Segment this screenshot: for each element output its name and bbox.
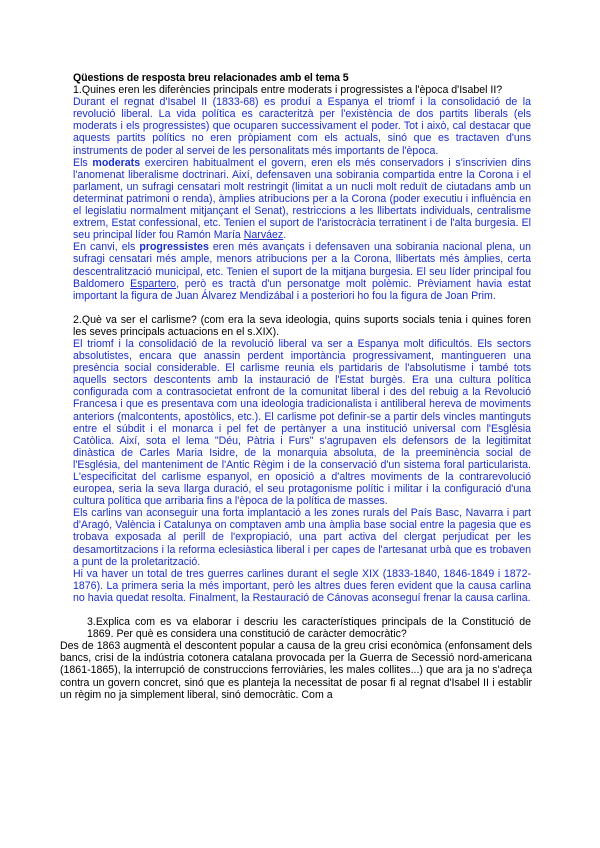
- answer-1-paragraph-1: Durant el regnat d'Isabel II (1833-68) es produí a Espanya el triomf i la consolidació de la revolució liberal. La vida política es caracteritzà per l'existència de dos partits liberals (els moderats i els progressistes) que ocuparen successivament el poder. Tot i això, cal destacar que aquests partits polítics no eren pròpiament com els actuals, sinó que es tractaven d'uns instruments de poder al servei de les personalitats més importants de l'època.: [73, 96, 531, 157]
- text-run: .: [283, 229, 287, 242]
- text-run: , però es tractà d'un personatge molt polèmic. Prèviament havia estat important la figura de Juan Álvarez Mendizábal i a posteriori ho fou la figura de Joan Prim.: [73, 277, 531, 302]
- text-run: Els: [73, 156, 93, 169]
- question-3: 3.Explica com es va elaborar i descriu les característiques principals de la Constitució de 1869. Per què es considera una constitució de caràcter democràtic?: [87, 616, 531, 641]
- link-espartero[interactable]: Espartero: [130, 277, 177, 290]
- answer-2-paragraph-1: El triomf i la consolidació de la revolució liberal va ser a Espanya molt dificultós. Els sectors absolutistes, encara que anassin perdent importància progressivament, mantingueren una presència social considerable. El carlisme reunia els partidaris de l'absolutisme i també tots aquells sectors descontents amb la instauració de l'Estat burgès. Era una cultura política configurada com a contrasocietat enfront de la comunitat liberal i des del rebuig a la Revolució Francesa i que es presentava com una ideologia tradicionalista i antiliberal hereva de moviments anteriors (malcontents, apostòlics, etc.). El carlisme pot definir-se a partir dels vincles mantinguts entre el súbdit i el monarca i pel fet de pertànyer a una institució universal com l'Església Catòlica. Així, sota el lema "Déu, Pàtria i Furs" s'agrupaven els defensors de la legitimitat dinàstica de Carles Maria Isidre, de la monarquia absoluta, de la preeminència social de l'Església, del manteniment de l'Antic Règim i de la conservació d'un sistema foral particularista. L'especificitat del carlisme espanyol, en oposició a d'altres moviments de la contrarevolució europea, seria la seva llarga duració, el seu protagonisme polític i militar i la configuració d'una cultura política que arribaria fins a l'època de la política de masses.: [73, 337, 531, 508]
- term-moderats: moderats: [92, 156, 141, 169]
- spacer: [73, 604, 531, 616]
- answer-1-paragraph-2: [73, 157, 531, 242]
- answer-3-paragraph-1: Des de 1863 augmentà el descontent popular a causa de la greu crisi econòmica (enfonsament dels bancs, crisi de la indústria cotonera catalana provocada per la Guerra de Secessió nord-americana (1861-1865), la interrupció de construccions ferroviàries, les males collites...) que ara ja no s'adreça contra un govern concret, sinó que es planteja la necessitat de posar fi al regnat d'Isabel II i establir un règim no ja simplement liberal, sinó democràtic. Com a: [60, 640, 532, 701]
- document-title: Qüestions de resposta breu relacionades amb el tema 5: [73, 72, 349, 84]
- text-run: exerciren habitualment el govern, eren els més conservadors i s'inscrivien dins l'anomenat liberalisme doctrinari. Així, defensaven una sobirania compartida entre la Corona i el parlament, un sufragi censatari molt restringit (limitat a un nucli molt reduït de ciutadans amb un determinat patrimoni o renda), àmplies atribucions per a la Corona (poder executiu i influència en el legislatiu normalment mitjançant el Senat), restriccions a les llibertats individuals, centralisme extrem, Estat confessional, etc. Tenien el suport de l'aristocràcia terratinent i de l'alta burgesia. El seu principal líder fou Ramón María: [73, 156, 531, 242]
- document-body: [60, 72, 532, 701]
- text-run: En canvi, els: [73, 241, 140, 254]
- answer-1-paragraph-3: [73, 241, 531, 301]
- answer-2-paragraph-3: Hi va haver un total de tres guerres carlines durant el segle XIX (1833-1840, 1846-1849 i 1872-1876). La primera seria la més important, però les altres dues feren evident que la causa carlina no havia quedat resolta. Finalment, la Restauració de Cánovas aconseguí frenar la causa carlina.: [73, 567, 531, 604]
- question-1: 1.Quines eren les diferències principals entre moderats i progressistes a l'època d'Isabel II?: [73, 84, 503, 97]
- term-progressistes: progressistes: [139, 241, 209, 254]
- question-2: 2.Què va ser el carlisme? (com era la seva ideologia, quins suports socials tenia i quines foren les seves principals actuacions en el s.XIX).: [73, 313, 531, 338]
- spacer: [73, 302, 531, 314]
- answer-2-paragraph-2: Els carlins van aconseguir una forta implantació a les zones rurals del País Basc, Navarra i part d'Aragó, València i Catalunya on comptaven amb una àmplia base social entre la pagesia que es trobava exposada al perill de l'expropiació, una part activa del clergat perjudicat per les desamortitzacions i la reforma eclesiàstica liberal i per capes de l'artesanat urbà que es trobaven a punt de la proletarització.: [73, 507, 531, 568]
- text-run: eren més avançats i defensaven una sobirania nacional plena, un sufragi censatari més ample, menors atribucions per a la Corona, llibertats més àmplies, certa descentralització municipal, etc. Tenien el suport de la mitjana burgesia. El seu líder principal fou Baldomero: [73, 241, 531, 290]
- link-narvaez[interactable]: Narváez: [243, 229, 284, 242]
